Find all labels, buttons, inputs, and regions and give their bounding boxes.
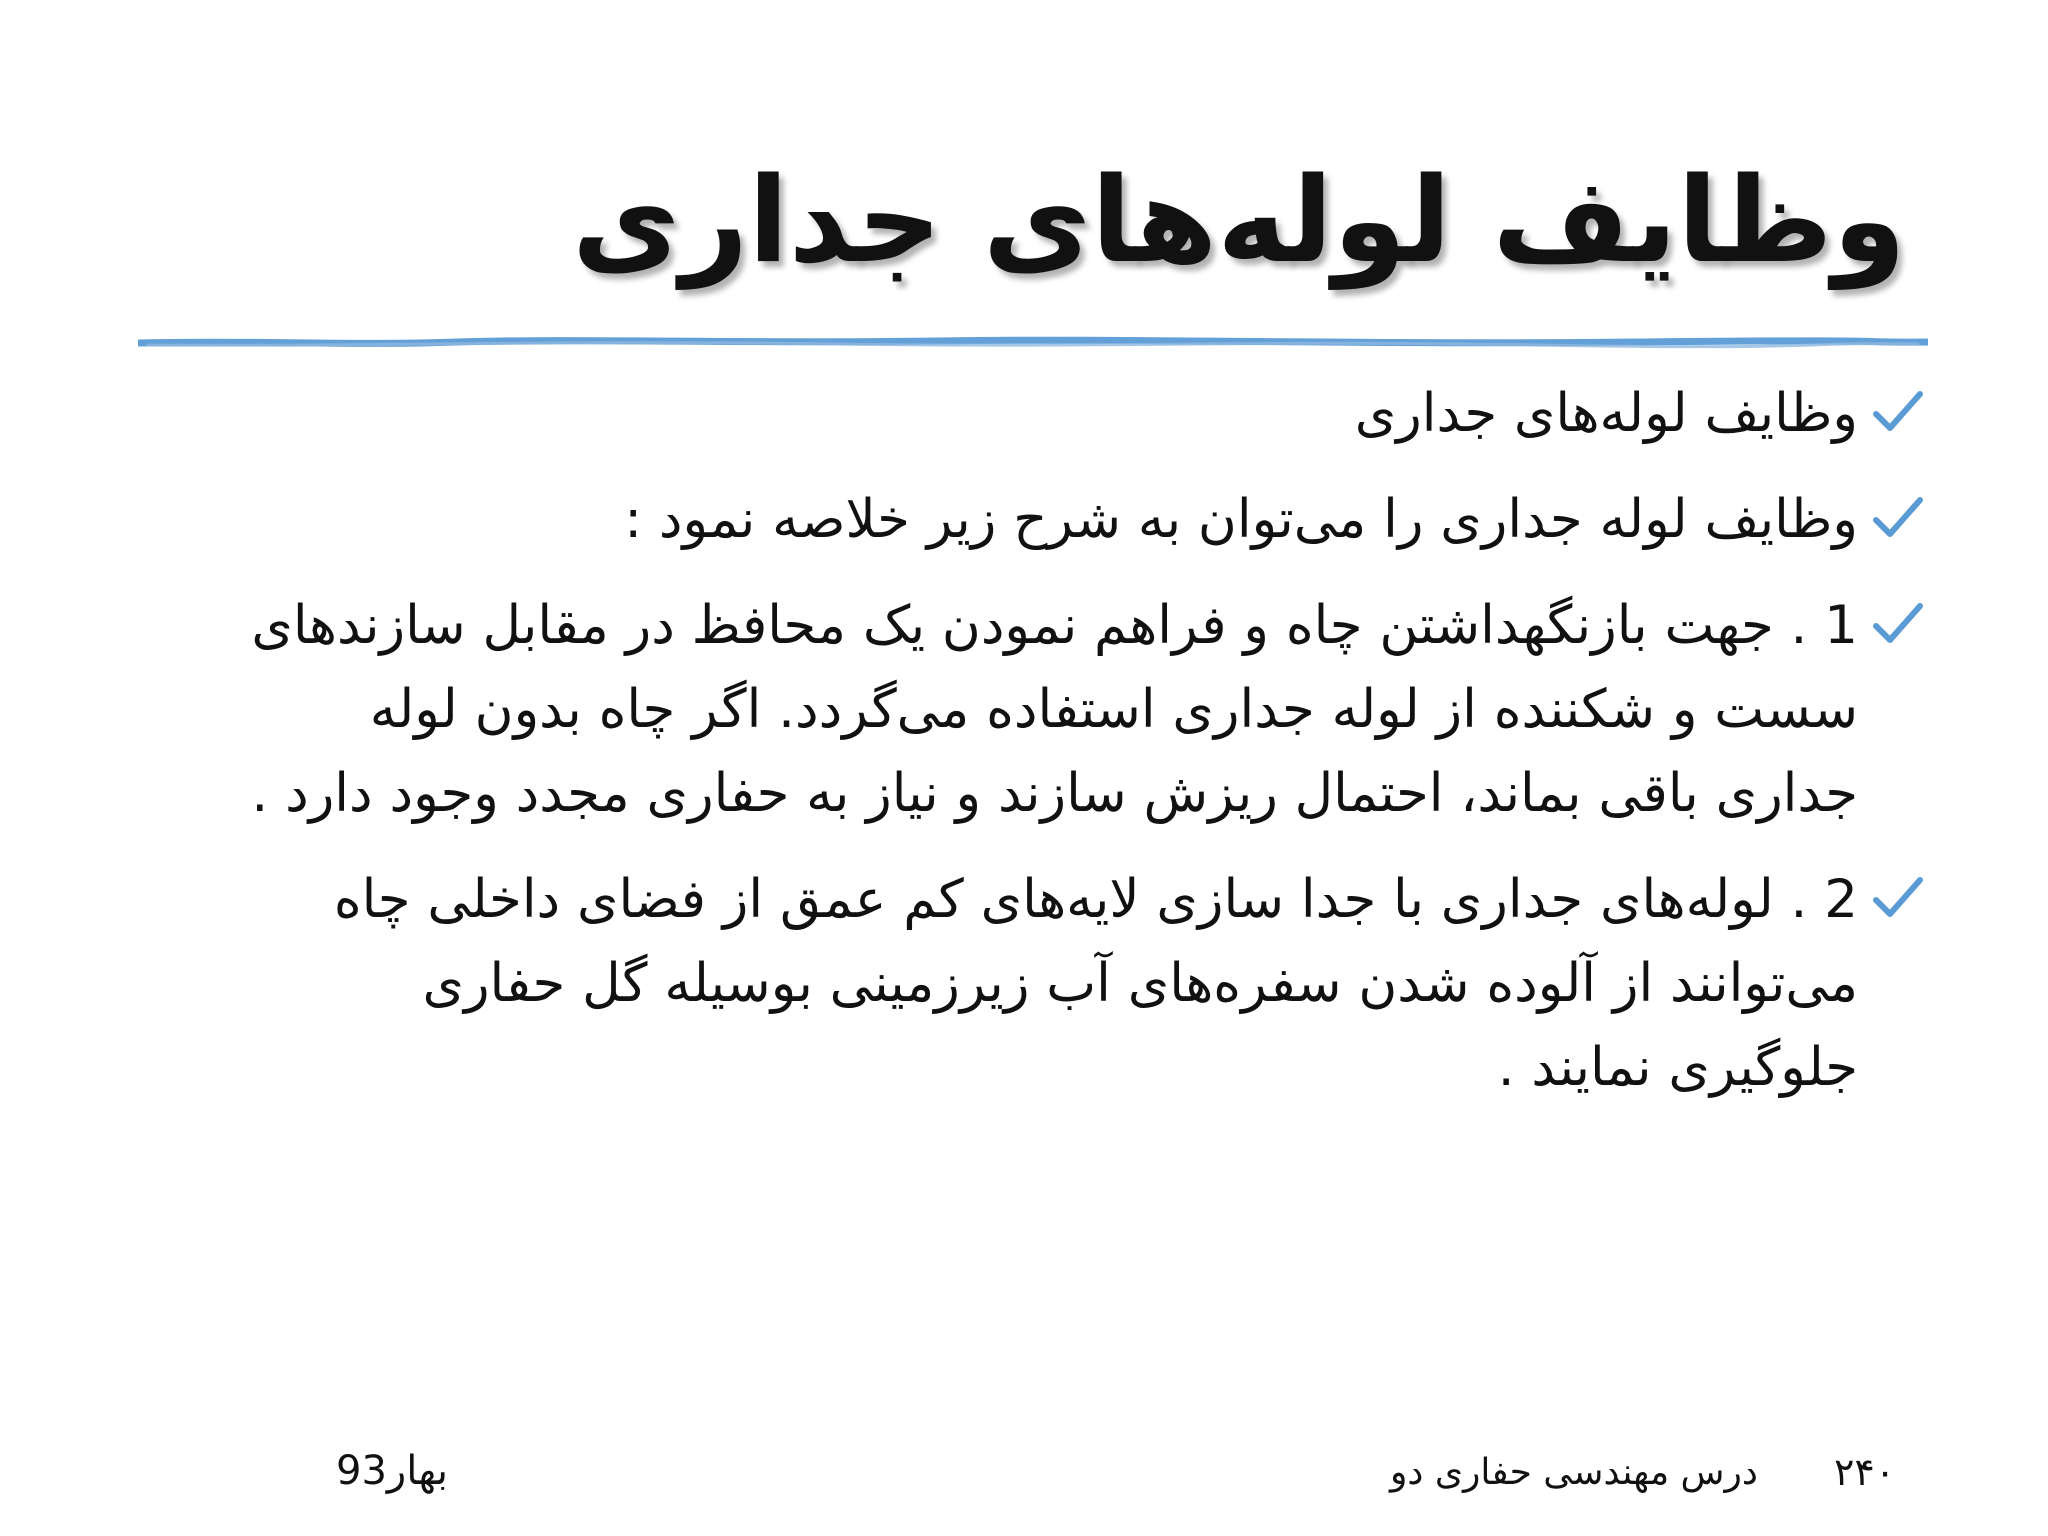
bullet-item-3 [218,584,1858,836]
bullet-item-4 [218,858,1858,1110]
footer-course-name: درس مهندسی حفاری دو [1390,1452,1758,1493]
bullet-item-1 [218,372,1858,456]
footer-date: بهار93 [336,1448,448,1494]
bullet-text: 1 . جهت بازنگهداشتن چاه و فراهم نمودن یک محافظ در مقابل سازندهای سست و شکننده از لوله جداری استفاده می‌گردد. اگر چاه بدون لوله جداری باقی بماند، احتمال ریزش سازند و نیاز به حفاری مجدد وجود دارد . [251,595,1858,824]
bullet-list [218,372,1858,1132]
checkmark-icon [1872,386,1924,438]
checkmark-icon [1872,492,1924,544]
title-divider [138,334,1928,352]
slide-title: وظایف لوله‌های جداری [572,151,1906,289]
slide-number: ۲۴۰ [1834,1450,1896,1494]
checkmark-icon [1872,598,1924,650]
bullet-item-2 [218,478,1858,562]
checkmark-icon [1872,872,1924,924]
bullet-text: وظایف لوله‌های جداری [1354,383,1858,444]
bullet-text: 2 . لوله‌های جداری با جدا سازی لایه‌های کم عمق از فضای داخلی چاه می‌توانند از آلوده شدن سفره‌های آب زیرزمینی بوسیله گل حفاری جلوگیری نمایند . [333,869,1858,1098]
bullet-text: وظایف لوله جداری را می‌توان به شرح زیر خلاصه نمود : [624,489,1858,550]
